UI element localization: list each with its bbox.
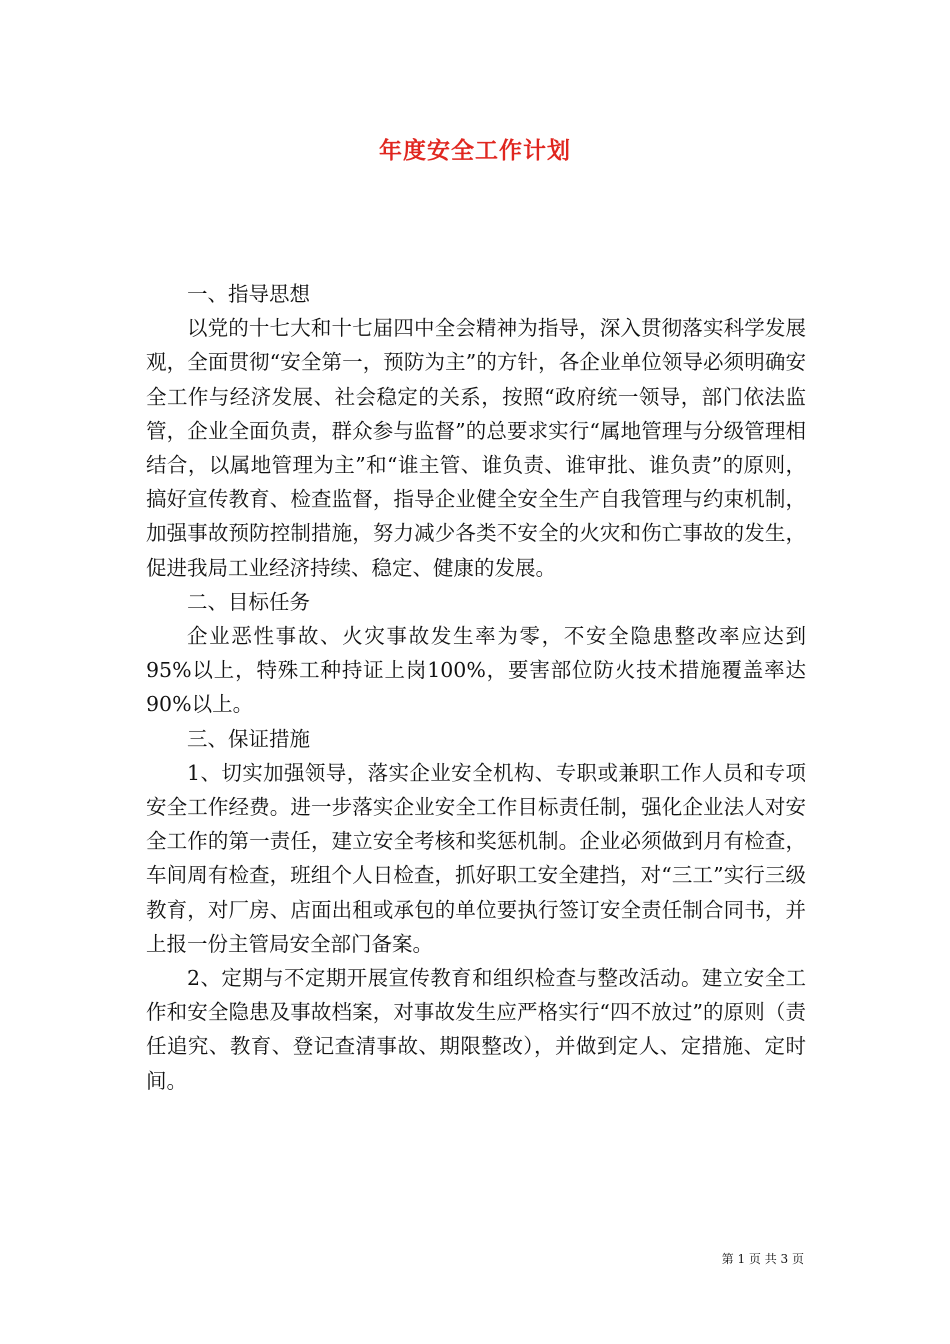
paragraph-measure-1: 1、切实加强领导，落实企业安全机构、专职或兼职工作人员和专项安全工作经费。进一步落实企业安全工作目标责任制，强化企业法人对安全工作的第一责任，建立安全考核和奖惩机制。企业必须做到月有检查，车间周有检查，班组个人日检查，抓好职工安全建挡，对“三工”实行三级教育，对厂房、店面出租或承包的单位要执行签订安全责任制合同书，并上报一份主管局安全部门备案。: [146, 760, 806, 956]
section-heading-guiding-ideology: 一、指导思想: [187, 282, 310, 306]
section-heading-measures: 三、保证措施: [187, 726, 310, 751]
paragraph-targets: 企业恶性事故、火灾事故发生率为零，不安全隐患整改率应达到95%以上，特殊工种持证上岗100%，要害部位防火技术措施覆盖率达90%以上。: [146, 624, 806, 717]
section-heading-targets: 二、目标任务: [187, 589, 310, 614]
document-title: 年度安全工作计划: [379, 137, 571, 164]
document-body: [146, 277, 806, 1098]
page-number: 第 1 页 共 3 页: [721, 1252, 804, 1266]
paragraph-guiding-ideology: 以党的十七大和十七届四中全会精神为指导，深入贯彻落实科学发展观，全面贯彻“安全第一，预防为主”的方针，各企业单位领导必须明确安全工作与经济发展、社会稳定的关系，按照“政府统一领导，部门依法监管，企业全面负责，群众参与监督”的总要求实行“属地管理与分级管理相结合，以属地管理为主”和“谁主管、谁负责、谁审批、谁负责”的原则，搞好宣传教育、检查监督，指导企业健全安全生产自我管理与约束机制，加强事故预防控制措施，努力减少各类不安全的火灾和伤亡事故的发生，促进我局工业经济持续、稳定、健康的发展。: [146, 316, 806, 580]
paragraph-measure-2: 2、定期与不定期开展宣传教育和组织检查与整改活动。建立安全工作和安全隐患及事故档案，对事故发生应严格实行“四不放过”的原则（责任追究、教育、登记查清事故、期限整改），并做到定人、定措施、定时间。: [146, 966, 806, 1093]
